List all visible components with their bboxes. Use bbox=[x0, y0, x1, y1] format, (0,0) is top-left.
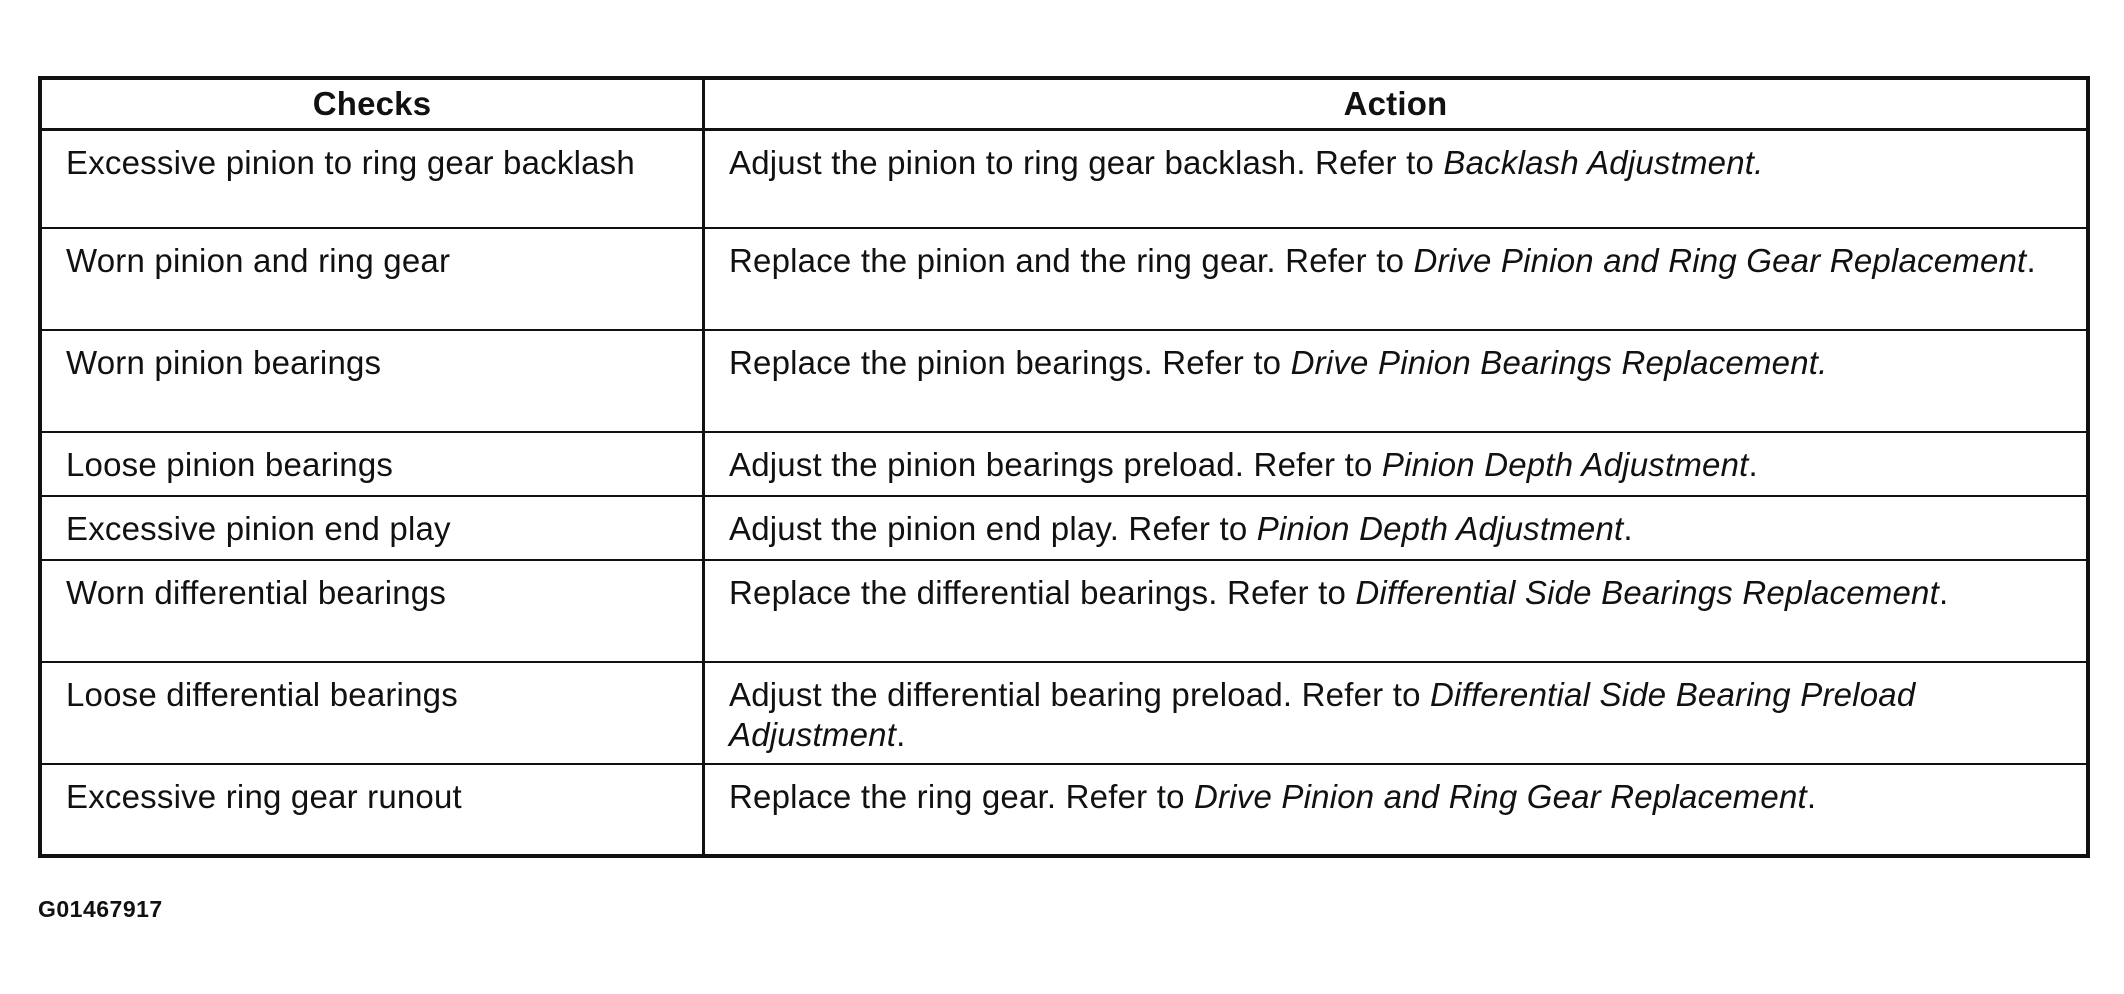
check-cell: Worn differential bearings bbox=[40, 560, 704, 662]
ref-suffix: . bbox=[2026, 241, 2036, 279]
table-row bbox=[40, 764, 2088, 856]
header-checks: Checks bbox=[40, 78, 704, 130]
action-cell bbox=[704, 432, 2089, 496]
table-row bbox=[40, 560, 2088, 662]
header-action: Action bbox=[704, 78, 2089, 130]
action-text: Adjust the pinion to ring gear backlash. Refer to bbox=[729, 144, 1444, 181]
check-cell: Worn pinion bearings bbox=[40, 330, 704, 432]
header-row bbox=[40, 78, 2088, 130]
action-cell bbox=[704, 330, 2089, 432]
table-row bbox=[40, 130, 2088, 228]
diagnostic-table bbox=[38, 76, 2090, 858]
reference-link: Differential Side Bearing Preload Adjustment bbox=[729, 675, 1916, 753]
table-row bbox=[40, 662, 2088, 764]
table-row bbox=[40, 432, 2088, 496]
action-text: Adjust the pinion bearings preload. Refer to bbox=[729, 445, 1382, 483]
check-cell: Excessive pinion end play bbox=[40, 496, 704, 560]
reference-link: Drive Pinion Bearings Replacement. bbox=[1290, 343, 1828, 381]
check-cell: Worn pinion and ring gear bbox=[40, 228, 704, 330]
table-row bbox=[40, 228, 2088, 330]
check-cell: Loose differential bearings bbox=[40, 662, 704, 764]
table-row bbox=[40, 330, 2088, 432]
reference-link: Pinion Depth Adjustment bbox=[1381, 445, 1749, 483]
action-cell bbox=[704, 560, 2089, 662]
action-text: Adjust the pinion end play. Refer to bbox=[729, 509, 1257, 547]
reference-link: Backlash Adjustment. bbox=[1443, 144, 1764, 181]
figure-id: G01467917 bbox=[38, 896, 163, 922]
table-header bbox=[40, 78, 2088, 130]
action-text: Replace the pinion bearings. Refer to bbox=[729, 343, 1291, 381]
action-text: Adjust the differential bearing preload. Refer to bbox=[729, 675, 1430, 713]
action-cell bbox=[704, 764, 2089, 856]
table-body bbox=[40, 130, 2088, 856]
action-text: Replace the pinion and the ring gear. Refer to bbox=[729, 241, 1414, 279]
check-cell: Loose pinion bearings bbox=[40, 432, 704, 496]
ref-suffix: . bbox=[1938, 573, 1949, 611]
action-text: Replace the differential bearings. Refer to bbox=[729, 573, 1356, 611]
action-text: Replace the ring gear. Refer to bbox=[729, 777, 1194, 815]
ref-suffix: . bbox=[1748, 445, 1758, 483]
check-cell: Excessive ring gear runout bbox=[40, 764, 704, 856]
reference-link: Drive Pinion and Ring Gear Replacement bbox=[1194, 777, 1807, 815]
reference-link: Pinion Depth Adjustment bbox=[1256, 509, 1624, 547]
action-cell bbox=[704, 496, 2089, 560]
action-cell bbox=[704, 228, 2089, 330]
ref-suffix: . bbox=[1623, 509, 1633, 547]
table-row bbox=[40, 496, 2088, 560]
reference-link: Drive Pinion and Ring Gear Replacement bbox=[1413, 241, 2027, 279]
ref-suffix: . bbox=[896, 715, 906, 753]
ref-suffix: . bbox=[1806, 777, 1817, 815]
reference-link: Differential Side Bearings Replacement bbox=[1355, 573, 1939, 611]
check-cell: Excessive pinion to ring gear backlash bbox=[40, 130, 704, 228]
action-cell bbox=[704, 662, 2089, 764]
action-cell bbox=[704, 130, 2089, 228]
